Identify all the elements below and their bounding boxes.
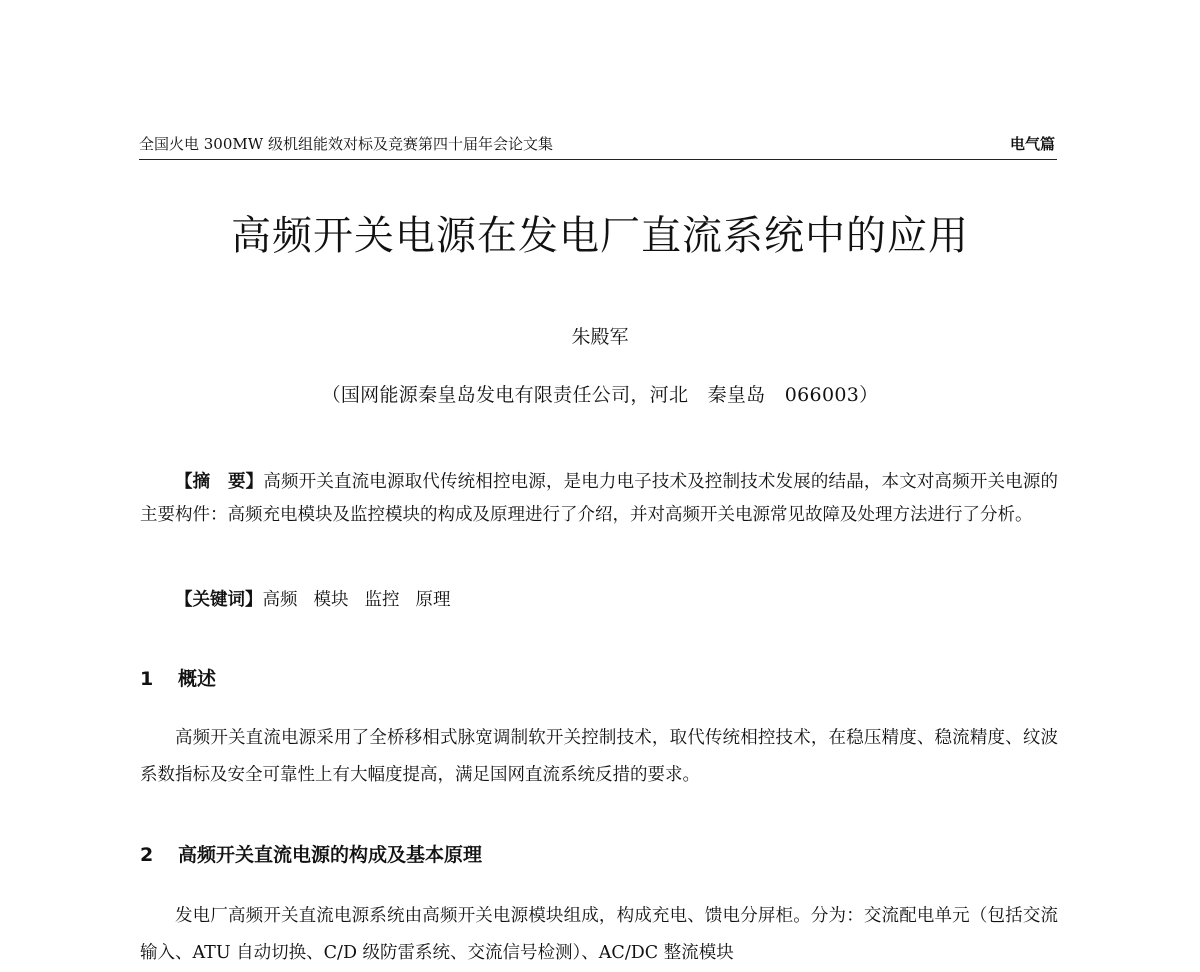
abstract-label: 【摘 要】 [175, 472, 264, 492]
keyword-item: 监控 [364, 590, 400, 610]
running-header [139, 133, 1057, 160]
section-2-paragraph: 发电厂高频开关直流电源系统由高频开关电源模块组成，构成充电、馈电分屏柜。分为：交流配电单元（包括交流输入、ATU 自动切换、C/D 级防雷系统、交流信号检测）、AC/DC 整流模块 [140, 906, 1058, 963]
section-number: 1 [140, 668, 154, 690]
paper-author: 朱殿军 [571, 326, 629, 348]
section-title: 高频开关直流电源的构成及基本原理 [178, 844, 483, 866]
keyword-item: 原理 [415, 590, 451, 610]
keyword-item: 模块 [313, 590, 349, 610]
author-affiliation: （国网能源秦皇岛发电有限责任公司，河北 秦皇岛 066003） [321, 384, 879, 406]
header-proceedings-title: 全国火电 300MW 级机组能效对标及竞赛第四十届年会论文集 [139, 135, 553, 153]
header-section-label: 电气篇 [1009, 135, 1055, 153]
paper-title: 高频开关电源在发电厂直流系统中的应用 [231, 213, 969, 259]
section-title: 概述 [178, 668, 217, 690]
keyword-item: 高频 [262, 590, 298, 610]
section-heading-1 [140, 664, 216, 694]
section-number: 2 [140, 844, 154, 866]
keywords [140, 584, 1058, 617]
abstract [140, 466, 1058, 532]
section-heading-2 [140, 840, 482, 870]
keywords-label: 【关键词】 [175, 590, 263, 610]
abstract-text: 高频开关直流电源取代传统相控电源，是电力电子技术及控制技术发展的结晶，本文对高频开关电源的主要构件：高频充电模块及监控模块的构成及原理进行了介绍，并对高频开关电源常见故障及处理方法进行了分析。 [140, 472, 1059, 525]
section-1-paragraph: 高频开关直流电源采用了全桥移相式脉宽调制软开关控制技术，取代传统相控技术，在稳压精度、稳流精度、纹波系数指标及安全可靠性上有大幅度提高，满足国网直流系统反措的要求。 [140, 728, 1058, 785]
